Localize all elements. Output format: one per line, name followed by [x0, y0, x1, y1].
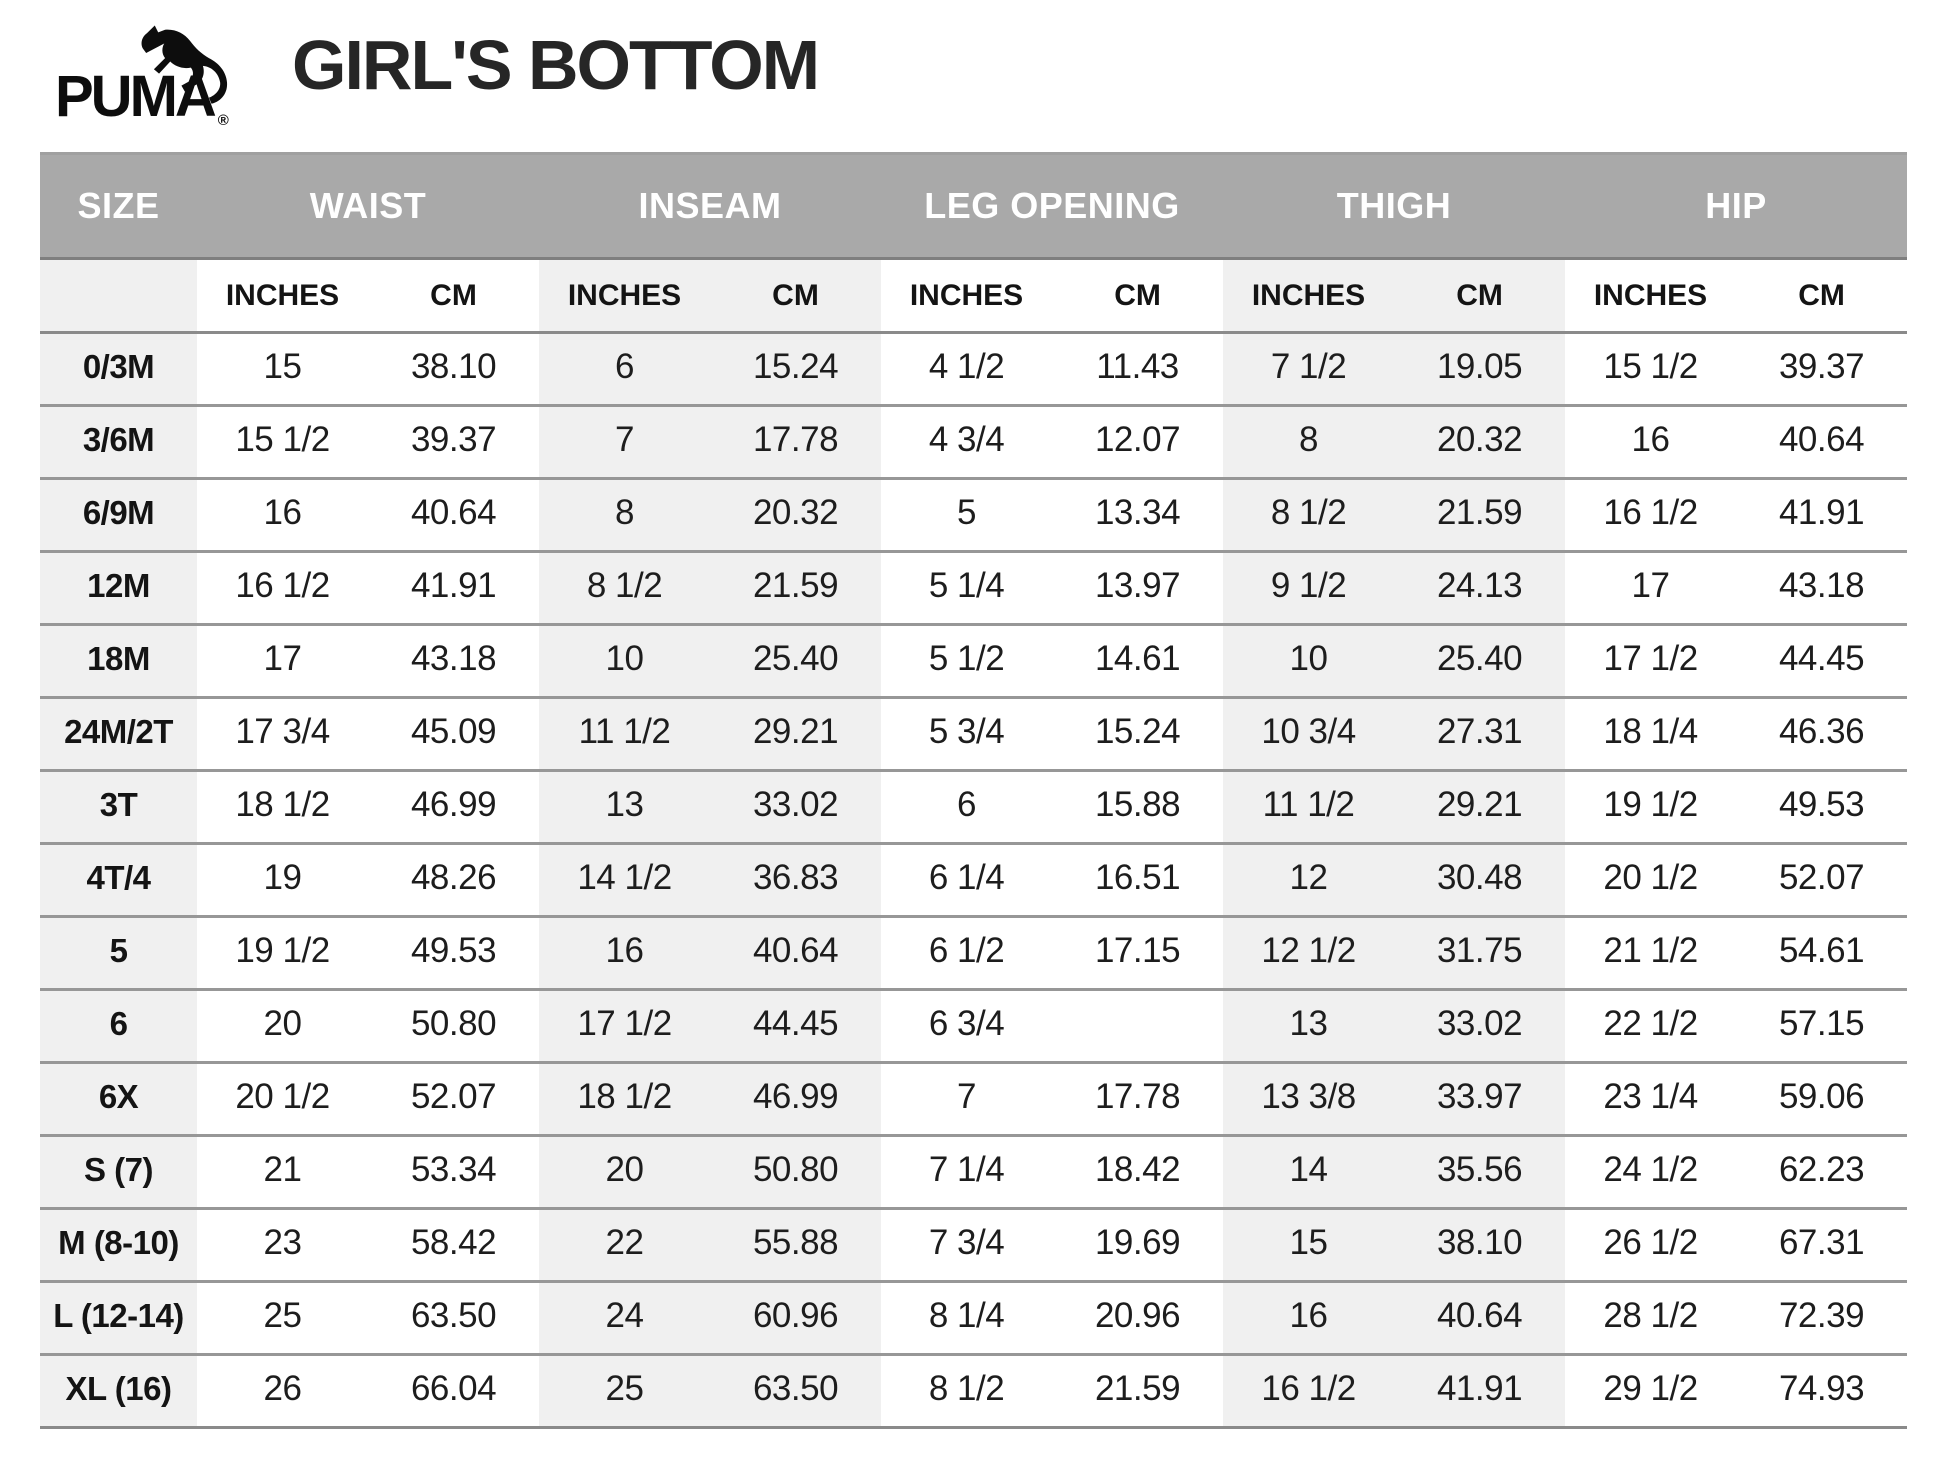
value-cell: 17.78 [1052, 1063, 1223, 1136]
value-cell: 21 1/2 [1565, 917, 1736, 990]
value-cell: 28 1/2 [1565, 1282, 1736, 1355]
value-cell: 19 1/2 [1565, 771, 1736, 844]
value-cell: 55.88 [710, 1209, 881, 1282]
value-cell: 20 [197, 990, 368, 1063]
table-row [40, 1063, 1907, 1136]
unit-header-row [40, 259, 1907, 333]
value-cell: 46.99 [710, 1063, 881, 1136]
registered-trademark-symbol: ® [217, 112, 229, 129]
value-cell: 7 1/4 [881, 1136, 1052, 1209]
value-cell: 10 3/4 [1223, 698, 1394, 771]
value-cell: 62.23 [1736, 1136, 1907, 1209]
value-cell: 39.37 [1736, 333, 1907, 406]
value-cell: 5 1/2 [881, 625, 1052, 698]
value-cell: 16 [1565, 406, 1736, 479]
value-cell: 60.96 [710, 1282, 881, 1355]
column-header-thigh: THIGH [1223, 154, 1565, 259]
value-cell: 16 [197, 479, 368, 552]
value-cell: 18 1/2 [197, 771, 368, 844]
value-cell: 24 1/2 [1565, 1136, 1736, 1209]
unit-header-thigh-cm: CM [1394, 259, 1565, 333]
value-cell: 20 1/2 [1565, 844, 1736, 917]
value-cell: 16 1/2 [1223, 1355, 1394, 1428]
value-cell: 72.39 [1736, 1282, 1907, 1355]
value-cell: 26 1/2 [1565, 1209, 1736, 1282]
value-cell: 40.64 [368, 479, 539, 552]
table-row [40, 1209, 1907, 1282]
value-cell: 25.40 [1394, 625, 1565, 698]
value-cell: 54.61 [1736, 917, 1907, 990]
value-cell: 15.24 [710, 333, 881, 406]
value-cell: 41.91 [1736, 479, 1907, 552]
value-cell: 17 1/2 [1565, 625, 1736, 698]
puma-logo [55, 14, 255, 129]
value-cell: 20.32 [1394, 406, 1565, 479]
value-cell: 20.32 [710, 479, 881, 552]
value-cell: 39.37 [368, 406, 539, 479]
value-cell: 17 3/4 [197, 698, 368, 771]
value-cell: 13 [539, 771, 710, 844]
value-cell: 50.80 [368, 990, 539, 1063]
value-cell: 15 [197, 333, 368, 406]
value-cell: 20 [539, 1136, 710, 1209]
value-cell: 8 1/2 [881, 1355, 1052, 1428]
unit-header-waist-cm: CM [368, 259, 539, 333]
value-cell: 40.64 [710, 917, 881, 990]
table-row [40, 406, 1907, 479]
value-cell: 25 [539, 1355, 710, 1428]
value-cell: 63.50 [710, 1355, 881, 1428]
size-cell: 24M/2T [40, 698, 197, 771]
table-row [40, 917, 1907, 990]
size-cell: 18M [40, 625, 197, 698]
value-cell: 5 [881, 479, 1052, 552]
value-cell: 41.91 [1394, 1355, 1565, 1428]
value-cell: 18 1/4 [1565, 698, 1736, 771]
value-cell: 8 1/2 [539, 552, 710, 625]
value-cell: 23 [197, 1209, 368, 1282]
value-cell: 40.64 [1394, 1282, 1565, 1355]
value-cell: 25 [197, 1282, 368, 1355]
value-cell: 16 1/2 [197, 552, 368, 625]
value-cell: 18 1/2 [539, 1063, 710, 1136]
value-cell: 74.93 [1736, 1355, 1907, 1428]
value-cell: 29.21 [710, 698, 881, 771]
value-cell: 21.59 [1052, 1355, 1223, 1428]
table-row [40, 698, 1907, 771]
table-row [40, 844, 1907, 917]
value-cell: 14 [1223, 1136, 1394, 1209]
value-cell: 21.59 [710, 552, 881, 625]
size-cell: 6 [40, 990, 197, 1063]
size-cell: S (7) [40, 1136, 197, 1209]
value-cell: 6 1/2 [881, 917, 1052, 990]
table-row [40, 771, 1907, 844]
unit-header-inseam-inches: INCHES [539, 259, 710, 333]
size-cell: 4T/4 [40, 844, 197, 917]
unit-header-hip-inches: INCHES [1565, 259, 1736, 333]
value-cell: 7 3/4 [881, 1209, 1052, 1282]
unit-header-leg-opening-cm: CM [1052, 259, 1223, 333]
value-cell: 10 [1223, 625, 1394, 698]
size-chart-table-body [40, 333, 1907, 1428]
value-cell: 12 1/2 [1223, 917, 1394, 990]
value-cell: 48.26 [368, 844, 539, 917]
value-cell: 6 3/4 [881, 990, 1052, 1063]
size-cell: M (8-10) [40, 1209, 197, 1282]
value-cell: 22 [539, 1209, 710, 1282]
value-cell: 15.88 [1052, 771, 1223, 844]
value-cell: 16.51 [1052, 844, 1223, 917]
column-header-waist: WAIST [197, 154, 539, 259]
value-cell: 21.59 [1394, 479, 1565, 552]
value-cell: 13 [1223, 990, 1394, 1063]
column-header-inseam: INSEAM [539, 154, 881, 259]
value-cell: 52.07 [368, 1063, 539, 1136]
value-cell: 18.42 [1052, 1136, 1223, 1209]
value-cell: 10 [539, 625, 710, 698]
value-cell: 24.13 [1394, 552, 1565, 625]
value-cell: 36.83 [710, 844, 881, 917]
value-cell: 8 [1223, 406, 1394, 479]
size-cell: XL (16) [40, 1355, 197, 1428]
value-cell: 44.45 [1736, 625, 1907, 698]
value-cell: 29 1/2 [1565, 1355, 1736, 1428]
value-cell: 43.18 [1736, 552, 1907, 625]
puma-wordmark-text: PUMA [55, 64, 214, 129]
unit-header-inseam-cm: CM [710, 259, 881, 333]
value-cell: 14 1/2 [539, 844, 710, 917]
value-cell: 31.75 [1394, 917, 1565, 990]
value-cell: 17.78 [710, 406, 881, 479]
value-cell: 13.97 [1052, 552, 1223, 625]
value-cell: 7 [881, 1063, 1052, 1136]
value-cell: 43.18 [368, 625, 539, 698]
value-cell: 33.02 [710, 771, 881, 844]
value-cell: 11.43 [1052, 333, 1223, 406]
value-cell: 49.53 [1736, 771, 1907, 844]
value-cell: 5 3/4 [881, 698, 1052, 771]
value-cell: 50.80 [710, 1136, 881, 1209]
value-cell: 16 [539, 917, 710, 990]
value-cell: 19.05 [1394, 333, 1565, 406]
size-cell: 5 [40, 917, 197, 990]
value-cell: 58.42 [368, 1209, 539, 1282]
value-cell: 19 [197, 844, 368, 917]
value-cell: 59.06 [1736, 1063, 1907, 1136]
value-cell: 33.97 [1394, 1063, 1565, 1136]
size-cell: 6/9M [40, 479, 197, 552]
value-cell: 11 1/2 [1223, 771, 1394, 844]
size-cell: 3/6M [40, 406, 197, 479]
value-cell: 17 [197, 625, 368, 698]
value-cell: 20 1/2 [197, 1063, 368, 1136]
size-chart-table [40, 152, 1907, 1429]
value-cell: 27.31 [1394, 698, 1565, 771]
value-cell: 8 1/2 [1223, 479, 1394, 552]
value-cell: 23 1/4 [1565, 1063, 1736, 1136]
table-row [40, 1355, 1907, 1428]
value-cell: 49.53 [368, 917, 539, 990]
column-header-leg-opening: LEG OPENING [881, 154, 1223, 259]
value-cell: 8 [539, 479, 710, 552]
unit-header-size-spacer [40, 259, 197, 333]
value-cell: 13 3/8 [1223, 1063, 1394, 1136]
value-cell: 46.99 [368, 771, 539, 844]
value-cell: 63.50 [368, 1282, 539, 1355]
unit-header-hip-cm: CM [1736, 259, 1907, 333]
table-row [40, 479, 1907, 552]
value-cell: 46.36 [1736, 698, 1907, 771]
value-cell: 6 [881, 771, 1052, 844]
value-cell: 41.91 [368, 552, 539, 625]
value-cell: 57.15 [1736, 990, 1907, 1063]
value-cell: 17 1/2 [539, 990, 710, 1063]
value-cell: 19.69 [1052, 1209, 1223, 1282]
value-cell: 13.34 [1052, 479, 1223, 552]
value-cell: 15 [1223, 1209, 1394, 1282]
value-cell: 9 1/2 [1223, 552, 1394, 625]
value-cell: 6 1/4 [881, 844, 1052, 917]
value-cell: 20.96 [1052, 1282, 1223, 1355]
value-cell: 44.45 [710, 990, 881, 1063]
column-group-header-row [40, 154, 1907, 259]
value-cell: 12 [1223, 844, 1394, 917]
table-row [40, 1282, 1907, 1355]
value-cell: 5 1/4 [881, 552, 1052, 625]
page-title: GIRL'S BOTTOM [292, 26, 819, 104]
value-cell: 17.15 [1052, 917, 1223, 990]
value-cell: 6 [539, 333, 710, 406]
value-cell: 26 [197, 1355, 368, 1428]
unit-header-leg-opening-inches: INCHES [881, 259, 1052, 333]
column-header-hip: HIP [1565, 154, 1907, 259]
value-cell: 35.56 [1394, 1136, 1565, 1209]
value-cell: 38.10 [1394, 1209, 1565, 1282]
value-cell: 4 3/4 [881, 406, 1052, 479]
table-row [40, 552, 1907, 625]
value-cell: 12.07 [1052, 406, 1223, 479]
value-cell: 17 [1565, 552, 1736, 625]
value-cell: 30.48 [1394, 844, 1565, 917]
value-cell: 15.24 [1052, 698, 1223, 771]
unit-header-waist-inches: INCHES [197, 259, 368, 333]
value-cell: 19 1/2 [197, 917, 368, 990]
value-cell: 38.10 [368, 333, 539, 406]
value-cell: 16 [1223, 1282, 1394, 1355]
puma-wordmark [55, 64, 229, 129]
value-cell: 29.21 [1394, 771, 1565, 844]
value-cell: 22 1/2 [1565, 990, 1736, 1063]
column-header-size: SIZE [40, 154, 197, 259]
value-cell: 7 [539, 406, 710, 479]
value-cell: 33.02 [1394, 990, 1565, 1063]
value-cell: 24 [539, 1282, 710, 1355]
size-cell: L (12-14) [40, 1282, 197, 1355]
value-cell: 40.64 [1736, 406, 1907, 479]
value-cell: 11 1/2 [539, 698, 710, 771]
value-cell: 52.07 [1736, 844, 1907, 917]
value-cell: 66.04 [368, 1355, 539, 1428]
value-cell: 15 1/2 [1565, 333, 1736, 406]
value-cell: 67.31 [1736, 1209, 1907, 1282]
value-cell: 21 [197, 1136, 368, 1209]
table-row [40, 625, 1907, 698]
value-cell [1052, 990, 1223, 1063]
table-row [40, 1136, 1907, 1209]
table-row [40, 990, 1907, 1063]
value-cell: 4 1/2 [881, 333, 1052, 406]
size-cell: 0/3M [40, 333, 197, 406]
value-cell: 7 1/2 [1223, 333, 1394, 406]
unit-header-thigh-inches: INCHES [1223, 259, 1394, 333]
value-cell: 53.34 [368, 1136, 539, 1209]
value-cell: 8 1/4 [881, 1282, 1052, 1355]
value-cell: 14.61 [1052, 625, 1223, 698]
value-cell: 45.09 [368, 698, 539, 771]
table-row [40, 333, 1907, 406]
value-cell: 16 1/2 [1565, 479, 1736, 552]
size-cell: 6X [40, 1063, 197, 1136]
value-cell: 15 1/2 [197, 406, 368, 479]
value-cell: 25.40 [710, 625, 881, 698]
size-cell: 3T [40, 771, 197, 844]
size-cell: 12M [40, 552, 197, 625]
